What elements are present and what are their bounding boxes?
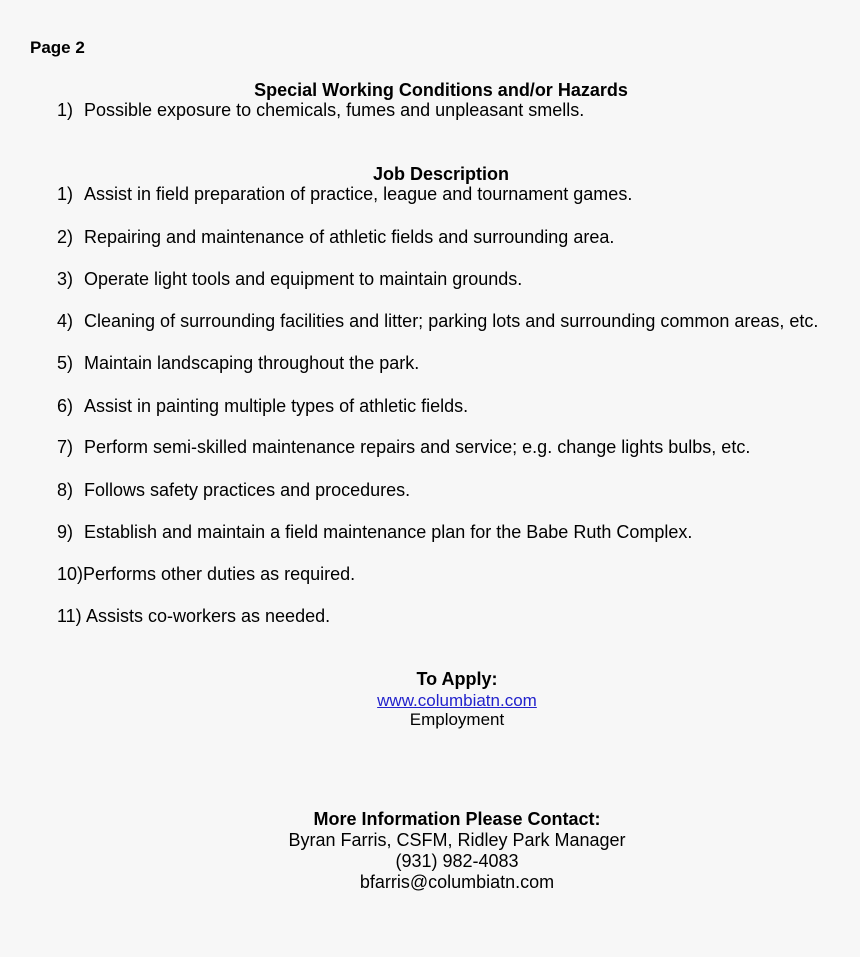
item-number: 7) bbox=[57, 437, 74, 457]
list-item bbox=[57, 311, 818, 332]
item-text: Repairing and maintenance of athletic fields and surrounding area. bbox=[84, 227, 615, 247]
item-text: Establish and maintain a field maintenance plan for the Babe Ruth Complex. bbox=[84, 522, 693, 542]
list-item bbox=[57, 227, 614, 248]
item-number: 2) bbox=[57, 227, 74, 247]
list-item bbox=[57, 396, 468, 417]
item-text: Operate light tools and equipment to maintain grounds. bbox=[84, 269, 523, 289]
contact-name: Byran Farris, CSFM, Ridley Park Manager bbox=[288, 830, 626, 850]
list-item bbox=[57, 184, 632, 205]
page-label: Page 2 bbox=[30, 38, 85, 57]
item-number: 8) bbox=[57, 480, 74, 500]
item-number: 9) bbox=[57, 522, 74, 542]
item-text: Assist in painting multiple types of athletic fields. bbox=[84, 396, 469, 416]
apply-heading: To Apply: bbox=[416, 669, 498, 689]
item-text: Perform semi-skilled maintenance repairs and service; e.g. change lights bulbs, etc. bbox=[84, 437, 751, 457]
item-text: Possible exposure to chemicals, fumes and unpleasant smells. bbox=[84, 100, 585, 120]
apply-link-row bbox=[257, 690, 657, 711]
item-text: Assist in field preparation of practice, league and tournament games. bbox=[84, 184, 633, 204]
item-number: 11) bbox=[57, 606, 82, 626]
contact-email: bfarris@columbiatn.com bbox=[359, 872, 555, 892]
item-number: 3) bbox=[57, 269, 74, 289]
item-text: Performs other duties as required. bbox=[83, 564, 356, 584]
item-text: Maintain landscaping throughout the park. bbox=[84, 353, 420, 373]
list-item bbox=[57, 564, 355, 585]
list-item bbox=[57, 606, 330, 627]
item-number: 4) bbox=[57, 311, 74, 331]
apply-subtext: Employment bbox=[409, 710, 505, 729]
item-number: 1) bbox=[57, 184, 74, 204]
item-number: 1) bbox=[57, 100, 74, 120]
item-number: 6) bbox=[57, 396, 74, 416]
job-description-heading: Job Description bbox=[372, 164, 510, 184]
website-link[interactable]: www.columbiatn.com bbox=[377, 691, 537, 710]
item-text: Follows safety practices and procedures. bbox=[84, 480, 411, 500]
item-number: 10) bbox=[57, 564, 84, 584]
list-item bbox=[57, 353, 419, 374]
hazard-item bbox=[57, 100, 584, 121]
contact-phone: (931) 982-4083 bbox=[395, 851, 519, 871]
list-item bbox=[57, 522, 692, 543]
item-text: Cleaning of surrounding facilities and litter; parking lots and surrounding common areas, etc. bbox=[84, 311, 819, 331]
list-item bbox=[57, 480, 410, 501]
item-number: 5) bbox=[57, 353, 74, 373]
contact-heading: More Information Please Contact: bbox=[313, 809, 601, 829]
hazards-heading: Special Working Conditions and/or Hazards bbox=[254, 80, 628, 100]
list-item bbox=[57, 269, 522, 290]
list-item bbox=[57, 437, 750, 458]
item-text: Assists co-workers as needed. bbox=[86, 606, 331, 626]
